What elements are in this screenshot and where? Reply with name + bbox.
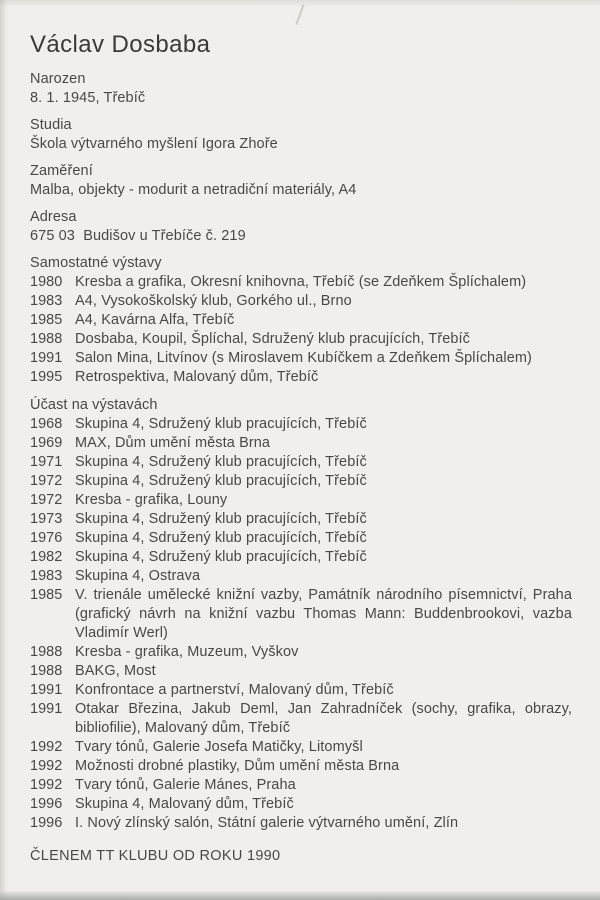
entry-year: 1988 xyxy=(30,644,63,660)
entry-year: 1991 xyxy=(30,350,63,366)
entry-year: 1983 xyxy=(30,568,63,584)
scan-edge-bottom xyxy=(0,891,600,900)
exhibition-entry xyxy=(30,548,572,567)
entry-year: 1996 xyxy=(30,815,63,831)
entry-year: 1973 xyxy=(30,511,63,527)
entry-text: Tvary tónů, Galerie Josefa Matičky, Litomyšl xyxy=(75,739,363,755)
entry-year: 1980 xyxy=(30,274,63,290)
exhibition-entry xyxy=(30,814,572,833)
entry-year: 1992 xyxy=(30,777,63,793)
entry-text: I. Nový zlínský salón, Státní galerie výtvarného umění, Zlín xyxy=(75,815,459,831)
info-label: Adresa xyxy=(30,209,77,225)
exhibition-entry xyxy=(30,292,572,311)
entry-text: Otakar Březina, Jakub Deml, Jan Zahradníček (sochy, grafika, obrazy, bibliofilie), Malovaný dům, Třebíč xyxy=(75,701,572,736)
info-section xyxy=(30,70,572,108)
entry-text: Skupina 4, Sdružený klub pracujících, Třebíč xyxy=(75,530,367,546)
section-title: Účast na výstavách xyxy=(30,397,158,413)
section-title: Samostatné výstavy xyxy=(30,255,162,271)
exhibition-entry xyxy=(30,776,572,795)
entry-text: Skupina 4, Sdružený klub pracujících, Třebíč xyxy=(75,454,367,470)
entry-text: Kresba a grafika, Okresní knihovna, Třebíč (se Zdeňkem Šplíchalem) xyxy=(75,274,527,290)
scan-edge-top xyxy=(0,0,600,7)
exhibition-entry xyxy=(30,757,572,776)
entry-text: Salon Mina, Litvínov (s Miroslavem Kubíčkem a Zdeňkem Šplíchalem) xyxy=(75,350,532,366)
exhibition-entry xyxy=(30,662,572,681)
entry-year: 1991 xyxy=(30,682,63,698)
info-label: Zaměření xyxy=(30,163,93,179)
exhibition-entry xyxy=(30,567,572,586)
entry-year: 1969 xyxy=(30,435,63,451)
entry-year: 1971 xyxy=(30,454,63,470)
entry-text: Konfrontace a partnerství, Malovaný dům, Třebíč xyxy=(75,682,394,698)
exhibition-entry xyxy=(30,311,572,330)
exhibition-entry xyxy=(30,700,572,738)
exhibition-entry xyxy=(30,434,572,453)
entry-text: Retrospektiva, Malovaný dům, Třebíč xyxy=(75,369,319,385)
exhibition-entry xyxy=(30,738,572,757)
exhibition-section xyxy=(30,396,572,833)
info-value: 675 03 Budišov u Třebíče č. 219 xyxy=(30,228,246,244)
exhibition-entry xyxy=(30,643,572,662)
entry-year: 1992 xyxy=(30,758,63,774)
entry-year: 1983 xyxy=(30,293,63,309)
entry-year: 1996 xyxy=(30,796,63,812)
entry-text: MAX, Dům umění města Brna xyxy=(75,435,271,451)
entry-text: BAKG, Most xyxy=(75,663,156,679)
exhibition-entry xyxy=(30,510,572,529)
exhibition-sections xyxy=(30,254,572,833)
info-value: 8. 1. 1945, Třebíč xyxy=(30,90,146,106)
entry-text: Skupina 4, Sdružený klub pracujících, Třebíč xyxy=(75,549,367,565)
entry-text: Skupina 4, Sdružený klub pracujících, Třebíč xyxy=(75,416,367,432)
entry-text: Kresba - grafika, Louny xyxy=(75,492,228,508)
entry-text: A4, Vysokoškolský klub, Gorkého ul., Brno xyxy=(75,293,352,309)
info-value: Malba, objekty - modurit a netradiční materiály, A4 xyxy=(30,182,357,198)
info-section xyxy=(30,162,572,200)
entry-year: 1985 xyxy=(30,587,63,603)
entry-text: Skupina 4, Sdružený klub pracujících, Třebíč xyxy=(75,511,367,527)
scan-edge-left xyxy=(0,0,7,900)
info-sections xyxy=(30,70,572,246)
exhibition-entry xyxy=(30,586,572,643)
entry-text: Dosbaba, Koupil, Šplíchal, Sdružený klub pracujících, Třebíč xyxy=(75,331,471,347)
exhibition-entry xyxy=(30,349,572,368)
entry-text: Kresba - grafika, Muzeum, Vyškov xyxy=(75,644,299,660)
exhibition-entry xyxy=(30,529,572,548)
info-section xyxy=(30,208,572,246)
exhibition-entry xyxy=(30,795,572,814)
exhibition-entry xyxy=(30,330,572,349)
entry-year: 1972 xyxy=(30,492,63,508)
page-title: Václav Dosbaba xyxy=(30,31,211,58)
entry-year: 1985 xyxy=(30,312,63,328)
info-value: Škola výtvarného myšlení Igora Zhoře xyxy=(30,136,278,152)
exhibition-entry xyxy=(30,472,572,491)
exhibition-entry xyxy=(30,415,572,434)
membership-note: ČLENEM TT KLUBU OD ROKU 1990 xyxy=(30,848,281,864)
exhibition-entry xyxy=(30,273,572,292)
entry-text: A4, Kavárna Alfa, Třebíč xyxy=(75,312,235,328)
entry-text: Skupina 4, Ostrava xyxy=(75,568,201,584)
exhibition-entry xyxy=(30,681,572,700)
entry-text: Skupina 4, Sdružený klub pracujících, Třebíč xyxy=(75,473,367,489)
exhibition-entry xyxy=(30,368,572,387)
entry-year: 1991 xyxy=(30,701,63,717)
entry-year: 1968 xyxy=(30,416,63,432)
exhibition-entry xyxy=(30,453,572,472)
exhibition-entry xyxy=(30,491,572,510)
info-label: Studia xyxy=(30,117,72,133)
entry-year: 1988 xyxy=(30,331,63,347)
entry-year: 1982 xyxy=(30,549,63,565)
info-section xyxy=(30,116,572,154)
exhibition-section xyxy=(30,254,572,387)
info-label: Narozen xyxy=(30,71,86,87)
entry-year: 1988 xyxy=(30,663,63,679)
scan-scratch-mark xyxy=(295,4,304,24)
document-content xyxy=(30,31,572,866)
entry-year: 1972 xyxy=(30,473,63,489)
entry-year: 1992 xyxy=(30,739,63,755)
entry-year: 1976 xyxy=(30,530,63,546)
entry-text: Možnosti drobné plastiky, Dům umění města Brna xyxy=(75,758,400,774)
entry-text: V. trienále umělecké knižní vazby, Památník národního písemnictví, Praha (grafický návrh na knižní vazbu Thomas Mann: Buddenbrookovi, vazba Vladimír Werl) xyxy=(75,587,572,641)
entry-text: Tvary tónů, Galerie Mánes, Praha xyxy=(75,777,296,793)
entry-year: 1995 xyxy=(30,369,63,385)
entry-text: Skupina 4, Malovaný dům, Třebíč xyxy=(75,796,294,812)
